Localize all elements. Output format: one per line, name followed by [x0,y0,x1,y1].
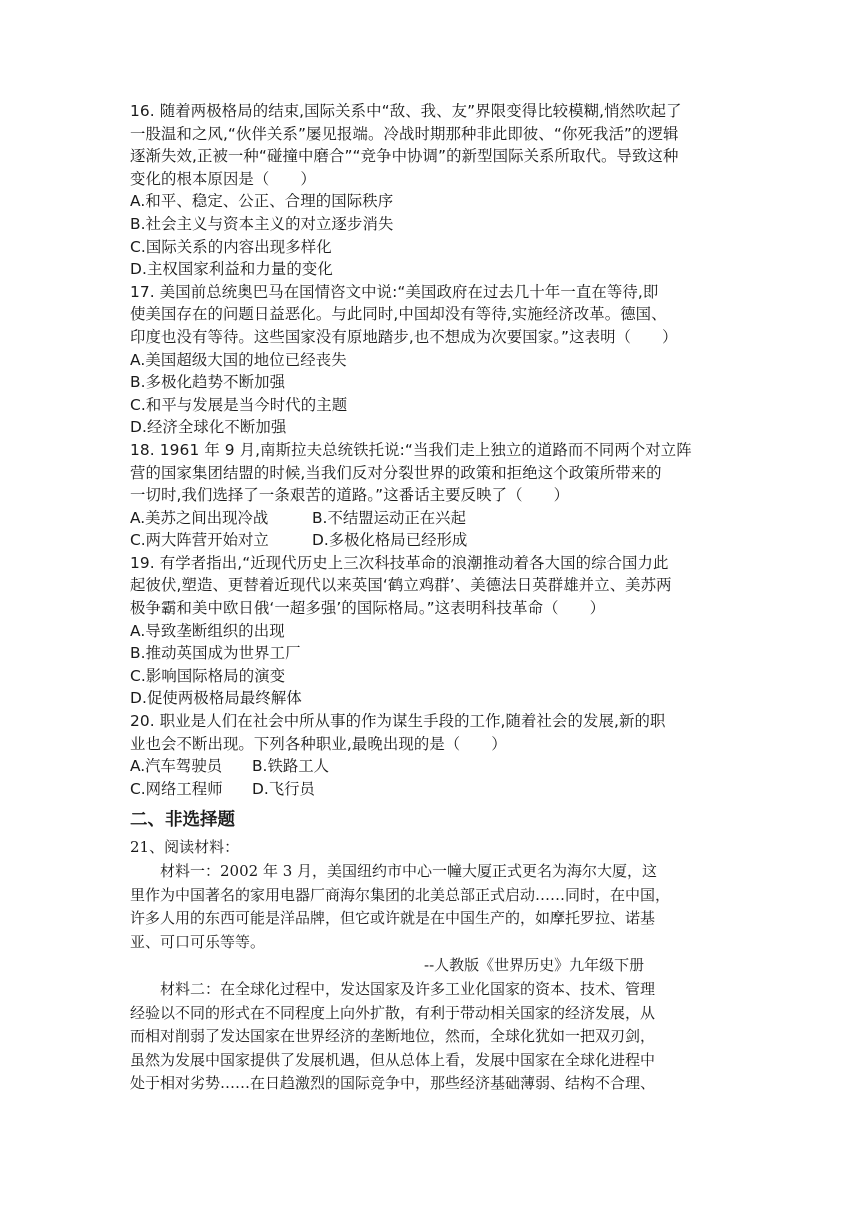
material-source: --人教版《世界历史》九年级下册 [424,956,645,975]
option-a: A.和平、稳定、公正、合理的国际秩序 [130,192,394,211]
material-two-line: 经验以不同的形式在不同程度上向外扩散，有利于带动相关国家的经济发展，从 [130,1003,656,1022]
question-18 [130,439,730,552]
option-d: D.多极化格局已经形成 [312,531,468,550]
material-one-line: 里作为中国著名的家用电器厂商海尔集团的北美总部正式启动……同时，在中国， [130,885,671,904]
option-row [130,507,730,530]
option-b: B.铁路工人 [252,757,330,776]
option-a: A.导致垄断组织的出现 [130,621,285,640]
option-c: C.网络工程师 [130,779,223,798]
option-d: D.经济全球化不断加强 [130,418,287,437]
option-a: A.汽车驾驶员 [130,757,223,776]
question-text-line: 17. 美国前总统奥巴马在国情咨文中说:“美国政府在过去几十年一直在等待,即 [130,282,659,301]
question-text-line: 一股温和之风,“伙伴关系”屡见报端。冷战时期那种非此即彼、“你死我活”的逻辑 [130,124,679,143]
question-heading: 21、阅读材料： [130,838,240,857]
question-text-line: 印度也没有等待。这些国家没有原地踏步,也不想成为次要国家。”这表明（ ） [130,327,678,346]
material-two-line: 材料二：在全球化过程中，发达国家及许多工业化国家的资本、技术、管理 [160,979,656,998]
question-21 [130,836,730,1096]
question-text-line: 18. 1961 年 9 月,南斯拉夫总统铁托说:“当我们走上独立的道路而不同两个对立阵 [130,440,692,459]
option-row [130,529,730,552]
option-c: C.和平与发展是当今时代的主题 [130,395,348,414]
question-text-line: 使美国存在的问题日益恶化。与此同时,中国却没有等待,实施经济改革。德国、 [130,305,667,324]
option-c: C.国际关系的内容出现多样化 [130,237,332,256]
material-one-line: 许多人用的东西可能是洋品牌，但它或许就是在中国生产的，如摩托罗拉、诺基 [130,909,656,928]
question-text-line: 极争霸和美中欧日俄‘一超多强’的国际格局。”这表明科技革命（ ） [130,599,606,618]
option-b: B.社会主义与资本主义的对立逐步消失 [130,214,394,233]
material-two-line: 虽然为发展中国家提供了发展机遇，但从总体上看，发展中国家在全球化进程中 [130,1050,656,1069]
question-17 [130,281,730,439]
document-page [130,100,730,1096]
question-text-line: 起彼伏,塑造、更替着近现代以来英国‘鹤立鸡群’、美德法日英群雄并立、美苏两 [130,576,672,595]
question-text-line: 一切时,我们选择了一条艰苦的道路。”这番话主要反映了（ ） [130,486,570,505]
material-one-line: 亚、可口可乐等等。 [130,932,266,951]
option-b: B.不结盟运动正在兴起 [312,508,466,527]
question-text-line: 变化的根本原因是（ ） [130,169,316,188]
question-20 [130,710,730,800]
question-text-line: 19. 有学者指出,“近现代历史上三次科技革命的浪潮推动着各大国的综合国力此 [130,553,669,572]
option-b: B.推动英国成为世界工厂 [130,644,301,663]
option-a: A.美国超级大国的地位已经丧失 [130,350,347,369]
option-row [130,778,730,801]
option-c: C.影响国际格局的演变 [130,666,286,685]
option-a: A.美苏之间出现冷战 [130,508,269,527]
question-text-line: 业也会不断出现。下列各种职业,最晚出现的是（ ） [130,734,507,753]
question-text-line: 逐渐失效,正被一种“碰撞中磨合”“竞争中协调”的新型国际关系所取代。导致这种 [130,147,679,166]
material-two-line: 而相对削弱了发达国家在世界经济的垄断地位，然而，全球化犹如一把双刃剑， [130,1027,656,1046]
option-c: C.两大阵营开始对立 [130,531,269,550]
question-text-line: 营的国家集团结盟的时候,当我们反对分裂世界的政策和拒绝这个政策所带来的 [130,463,662,482]
question-19 [130,552,730,710]
section-title: 二、非选择题 [130,810,235,831]
material-two-line: 处于相对劣势……在日趋激烈的国际竞争中，那些经济基础薄弱、结构不合理、 [130,1074,656,1093]
option-d: D.飞行员 [252,779,315,798]
question-text-line: 16. 随着两极格局的结束,国际关系中“敌、我、友”界限变得比较模糊,悄然吹起了 [130,102,682,120]
question-16 [130,100,730,281]
option-d: D.主权国家利益和力量的变化 [130,260,333,279]
option-row [130,755,730,778]
option-d: D.促使两极格局最终解体 [130,689,302,708]
material-one-line: 材料一：2002 年 3 月，美国纽约市中心一幢大厦正式更名为海尔大厦，这 [160,862,658,880]
question-text-line: 20. 职业是人们在社会中所从事的作为谋生手段的工作,随着社会的发展,新的职 [130,712,666,731]
option-b: B.多极化趋势不断加强 [130,373,286,392]
